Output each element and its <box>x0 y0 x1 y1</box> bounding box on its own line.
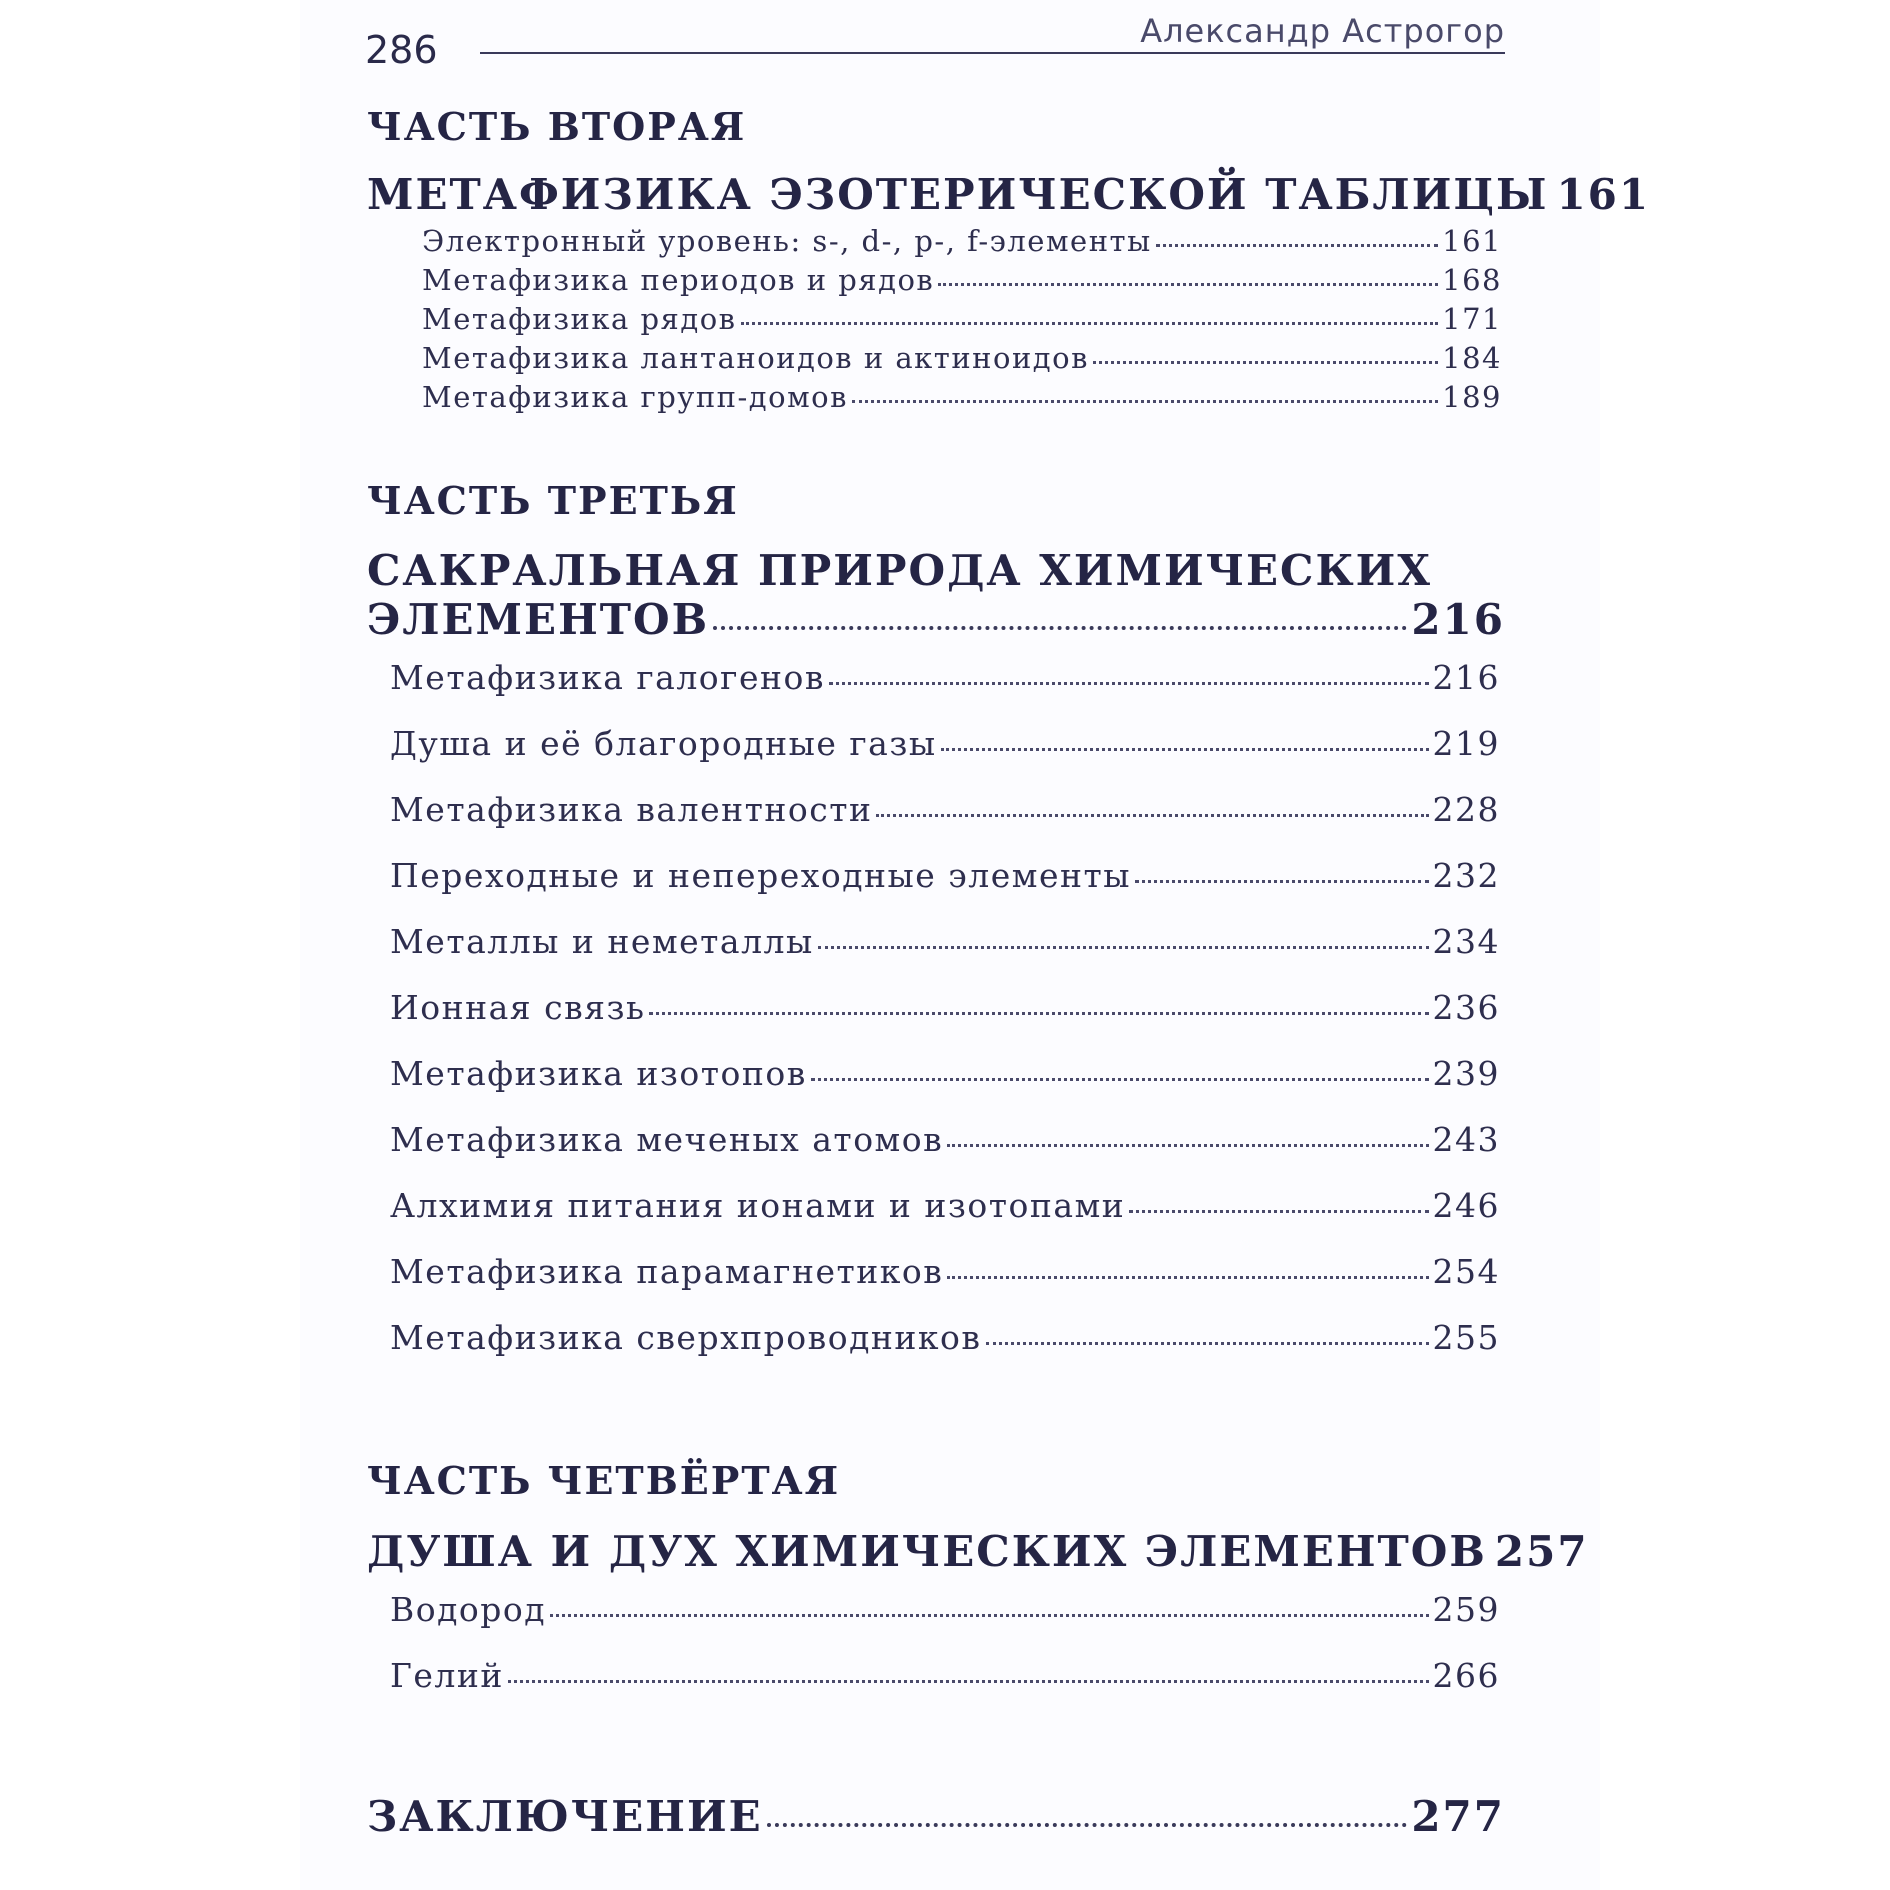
toc-entry-title: Метафизика галогенов <box>390 658 825 697</box>
leader-dots <box>947 1144 1428 1147</box>
part-three-title-line1: САКРАЛЬНАЯ ПРИРОДА ХИМИЧЕСКИХ <box>367 546 1432 595</box>
leader-dots <box>1093 361 1438 364</box>
conclusion-title: ЗАКЛЮЧЕНИЕ <box>367 1792 763 1841</box>
toc-entry-title: Метафизика групп-домов <box>422 380 848 414</box>
toc-entry <box>390 658 1500 724</box>
toc-entry <box>422 224 1502 263</box>
toc-entry-title: Алхимия питания ионами и изотопами <box>390 1186 1126 1225</box>
toc-entry-page: 189 <box>1442 380 1502 414</box>
toc-entry-title: Метафизика рядов <box>422 302 737 336</box>
leader-dots <box>852 400 1438 403</box>
toc-entry <box>390 1318 1500 1384</box>
toc-entry-page: 246 <box>1432 1186 1500 1225</box>
toc-entry-page: 254 <box>1432 1252 1500 1291</box>
conclusion-page: 277 <box>1411 1792 1505 1841</box>
part-four-label: ЧАСТЬ ЧЕТВЁРТАЯ <box>367 1458 841 1503</box>
toc-entry-title: Метафизика валентности <box>390 790 873 829</box>
part-two-page: 161 <box>1556 170 1651 219</box>
leader-dots <box>938 283 1438 286</box>
conclusion-line <box>367 1792 1505 1841</box>
part-four-title-line <box>367 1527 1589 1576</box>
toc-entry-title: Метафизика лантаноидов и актиноидов <box>422 341 1089 375</box>
leader-dots <box>767 1823 1408 1827</box>
toc-entry <box>390 1186 1500 1252</box>
toc-entry-page: 171 <box>1442 302 1502 336</box>
toc-entry-page: 168 <box>1442 263 1502 297</box>
part-four-entries <box>390 1590 1500 1722</box>
toc-entry <box>390 988 1500 1054</box>
leader-dots <box>713 626 1407 630</box>
leader-dots <box>876 814 1428 817</box>
toc-entry-title: Метафизика меченых атомов <box>390 1120 944 1159</box>
leader-dots <box>947 1276 1428 1279</box>
toc-entry-title: Гелий <box>390 1656 504 1695</box>
toc-entry-title: Водород <box>390 1590 547 1629</box>
part-two-title-line <box>367 170 1651 219</box>
part-three-page: 216 <box>1411 595 1505 644</box>
toc-entry-page: 219 <box>1432 724 1500 763</box>
toc-entry <box>390 790 1500 856</box>
leader-dots <box>1156 244 1438 247</box>
toc-entry-page: 255 <box>1432 1318 1500 1357</box>
toc-entry-page: 243 <box>1432 1120 1500 1159</box>
toc-entry-page: 184 <box>1442 341 1502 375</box>
toc-entry-page: 236 <box>1432 988 1500 1027</box>
toc-entry-title: Ионная связь <box>390 988 646 1027</box>
leader-dots <box>649 1012 1428 1015</box>
part-three-entries <box>390 658 1500 1384</box>
page-header <box>365 12 1505 72</box>
leader-dots <box>1129 1210 1428 1213</box>
part-four-page: 257 <box>1494 1527 1589 1576</box>
toc-entry-page: 266 <box>1432 1656 1500 1695</box>
toc-entry-page: 216 <box>1432 658 1500 697</box>
leader-dots <box>818 946 1429 949</box>
part-two-entries <box>422 224 1502 419</box>
toc-entry <box>390 856 1500 922</box>
part-two-label: ЧАСТЬ ВТОРАЯ <box>367 104 747 149</box>
running-head-author: Александр Астрогор <box>1140 12 1505 50</box>
leader-dots <box>811 1078 1429 1081</box>
toc-entry <box>422 302 1502 341</box>
toc-entry-title: Электронный уровень: s-, d-, p-, f-элементы <box>422 224 1152 258</box>
part-three-title: ЭЛЕМЕНТОВ <box>367 595 710 644</box>
toc-entry <box>422 341 1502 380</box>
part-two-title: МЕТАФИЗИКА ЭЗОТЕРИЧЕСКОЙ ТАБЛИЦЫ <box>367 170 1549 219</box>
toc-entry-title: Метафизика периодов и рядов <box>422 263 935 297</box>
toc-entry-title: Метафизика сверхпроводников <box>390 1318 982 1357</box>
toc-entry-page: 232 <box>1432 856 1500 895</box>
toc-entry <box>390 1590 1500 1656</box>
toc-entry-title: Переходные и непереходные элементы <box>390 856 1131 895</box>
toc-entry <box>422 263 1502 302</box>
part-three-title-line2 <box>367 595 1505 644</box>
toc-entry <box>390 1252 1500 1318</box>
toc-entry-page: 228 <box>1432 790 1500 829</box>
toc-entry <box>390 1656 1500 1722</box>
part-three-label: ЧАСТЬ ТРЕТЬЯ <box>367 478 739 523</box>
toc-entry-page: 234 <box>1432 922 1500 961</box>
toc-entry-page: 259 <box>1432 1590 1500 1629</box>
toc-entry-title: Душа и её благородные газы <box>390 724 937 763</box>
toc-entry <box>390 1120 1500 1186</box>
leader-dots <box>941 748 1429 751</box>
toc-entry-title: Металлы и неметаллы <box>390 922 814 961</box>
leader-dots <box>1135 880 1429 883</box>
toc-entry-title: Метафизика парамагнетиков <box>390 1252 944 1291</box>
leader-dots <box>508 1680 1429 1683</box>
toc-entry <box>390 1054 1500 1120</box>
toc-entry <box>422 380 1502 419</box>
part-four-title: ДУША И ДУХ ХИМИЧЕСКИХ ЭЛЕМЕНТОВ <box>367 1527 1487 1576</box>
toc-entry-title: Метафизика изотопов <box>390 1054 807 1093</box>
leader-dots <box>550 1614 1428 1617</box>
leader-dots <box>986 1342 1429 1345</box>
leader-dots <box>829 682 1429 685</box>
toc-entry-page: 161 <box>1442 224 1502 258</box>
toc-entry <box>390 724 1500 790</box>
toc-entry <box>390 922 1500 988</box>
toc-entry-page: 239 <box>1432 1054 1500 1093</box>
header-rule <box>480 52 1505 54</box>
page-number: 286 <box>365 28 438 72</box>
leader-dots <box>741 322 1439 325</box>
